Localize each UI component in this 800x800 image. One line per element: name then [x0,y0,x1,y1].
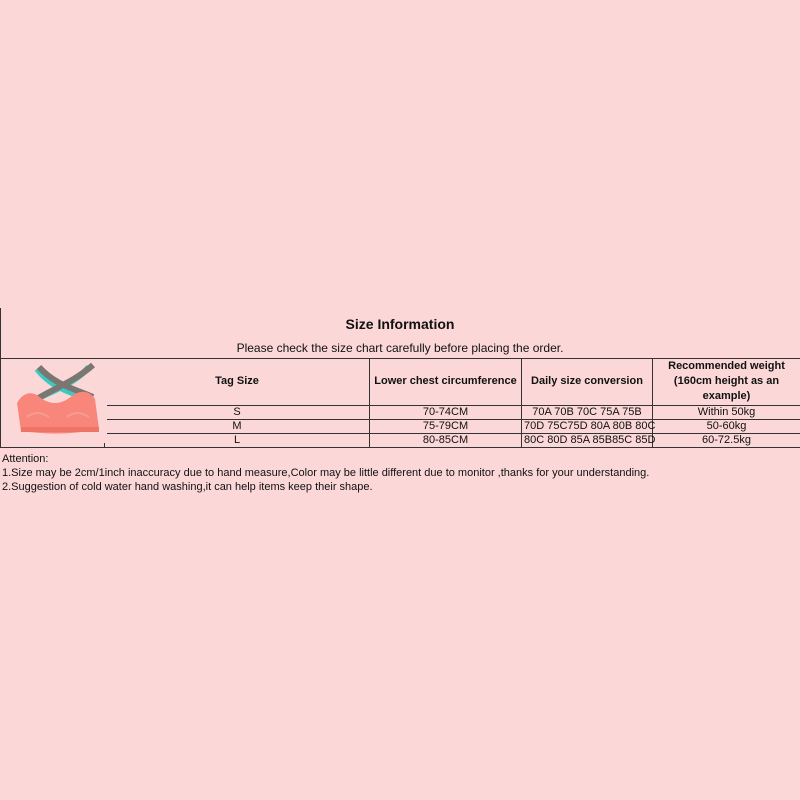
header-tag-size: Tag Size [105,359,370,406]
cell-daily-size: 80C 80D 85A 85B85C 85D [522,433,653,447]
note-line: 1.Size may be 2cm/1inch inaccuracy due to hand measure,Color may be little different due to monitor ,thanks for your understanding. [2,467,650,479]
cell-daily-size: 70A 70B 70C 75A 75B [522,405,653,419]
table-row [1,405,800,419]
sports-bra-image [3,359,107,443]
product-image-cell [1,359,105,448]
cell-tag-size: M [105,419,370,433]
size-chart-sheet [0,308,800,446]
cell-weight: 50-60kg [653,419,800,433]
header-weight: Recommended weight (160cm height as an example) [653,359,800,406]
notes-heading: Attention: [2,453,49,465]
table-row [1,433,800,447]
note-line: 2.Suggestion of cold water hand washing,it can help items keep their shape. [2,481,373,493]
page-subtitle: Please check the size chart carefully before placing the order. [236,341,564,355]
cell-daily-size: 70D 75C75D 80A 80B 80C [522,419,653,433]
header-daily-size: Daily size conversion [522,359,653,406]
cell-weight: Within 50kg [653,405,800,419]
cell-tag-size: L [105,433,370,447]
cell-weight: 60-72.5kg [653,433,800,447]
cell-chest: 75-79CM [370,419,522,433]
header-chest: Lower chest circumference [370,359,522,406]
cell-tag-size: S [105,405,370,419]
page-title: Size Information [345,316,455,332]
attention-notes [2,452,649,494]
size-table [0,358,800,448]
cell-chest: 70-74CM [370,405,522,419]
table-row [1,419,800,433]
table-header-row [1,359,800,406]
cell-chest: 80-85CM [370,433,522,447]
